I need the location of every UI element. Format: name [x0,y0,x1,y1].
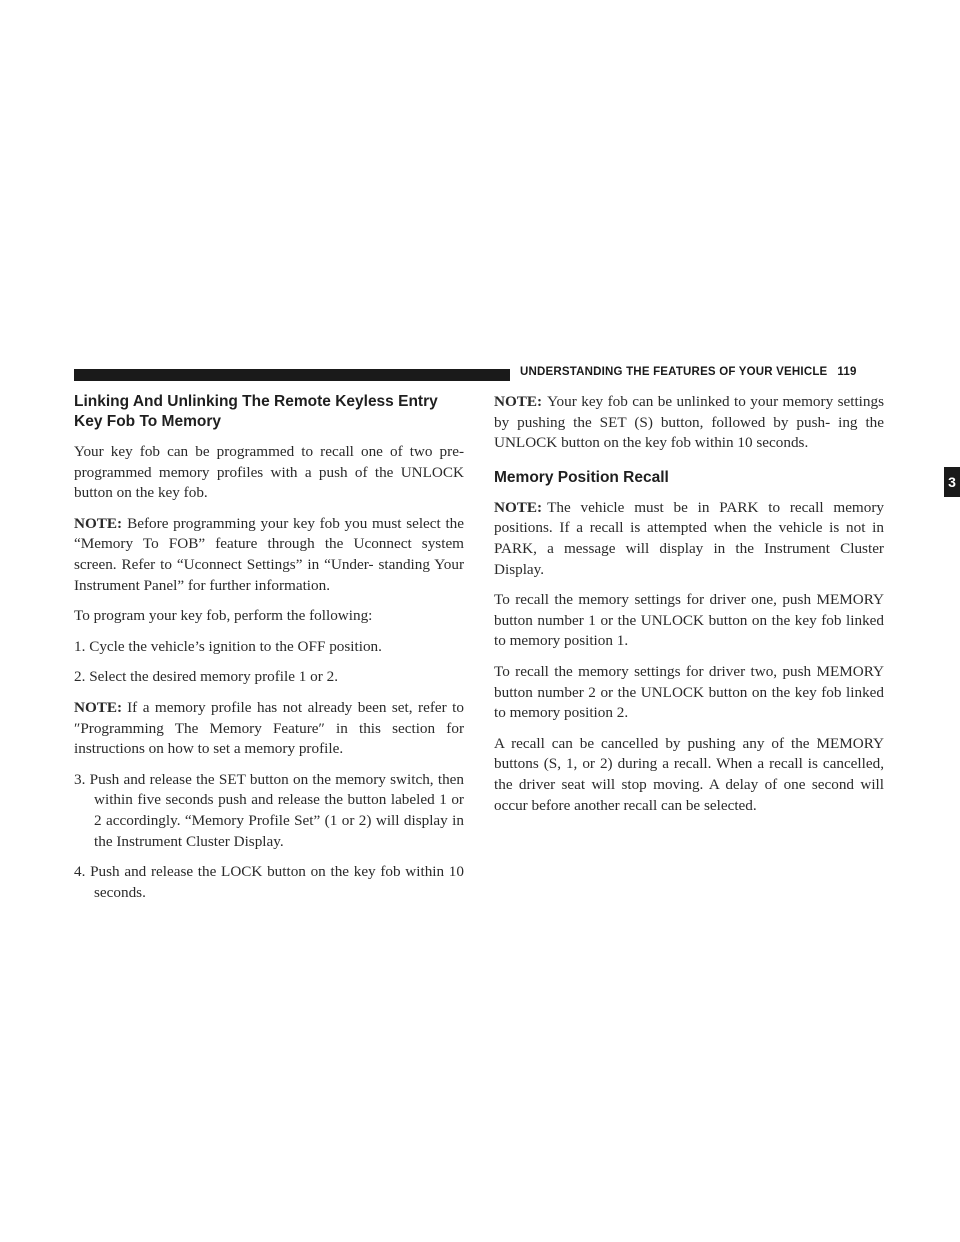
right-column [494,392,884,826]
step-4: 4. Push and release the LOCK button on the key fob within 10 seconds. [74,863,464,901]
chapter-tab: 3 [944,467,960,497]
note-label: NOTE: [74,514,123,532]
cancel-recall: A recall can be cancelled by pushing any of the MEMORY buttons (S, 1, or 2) during a recall. When a recall is cancelled, the driver seat will stop moving. A delay of one second will occur before another recall can be selected. [494,734,884,814]
page-number: 119 [837,366,857,378]
note-unlink [494,392,884,454]
recall-driver-one: To recall the memory settings for driver one, push MEMORY button number 1 or the UNLOCK button on the key fob linked to memory position 1. [494,591,884,650]
note-text: Before programming your key fob you must select the “Memory To FOB” feature through the Uconnect system screen. Refer to “Uconnect Settings” in “Under- standing Your Instrument Panel” for further information. [74,514,464,594]
note-label: NOTE: [494,498,543,516]
note-text: If a memory profile has not already been set, refer to ″Programming The Memory Feature″ in this section for instructions on how to set a memory profile. [74,698,464,758]
note-label: NOTE: [494,393,543,410]
step-3: 3. Push and release the SET button on the memory switch, then within five seconds push and release the button labeled 1 or 2 accordingly. “Memory Profile Set” (1 or 2) will display in the Instrument Cluster Display. [74,770,464,850]
running-header [520,366,892,378]
note-profile-not-set [74,698,464,760]
program-intro: To program your key fob, perform the following: [74,607,373,625]
note-text: Your key fob can be unlinked to your memory settings by pushing the SET (S) button, followed by push- ing the UNLOCK button on the key fob within 10 seconds. [494,393,884,452]
step-1: 1. Cycle the vehicle’s ignition to the OFF position. [74,637,382,655]
intro-paragraph: Your key fob can be programmed to recall one of two pre-programmed memory profiles with a push of the UNLOCK button on the key fob. [74,443,464,502]
note-label: NOTE: [74,698,123,716]
header-rule [74,369,510,381]
recall-driver-two: To recall the memory settings for driver two, push MEMORY button number 2 or the UNLOCK button on the key fob linked to memory position 2. [494,662,884,722]
section-heading-linking: Linking And Unlinking The Remote Keyless Entry Key Fob To Memory [74,393,438,430]
left-column [74,392,464,913]
note-park [494,498,884,580]
note-memory-to-fob [74,514,464,596]
step-2: 2. Select the desired memory profile 1 or 2. [74,668,339,686]
section-heading-recall: Memory Position Recall [494,468,669,486]
section-title: UNDERSTANDING THE FEATURES OF YOUR VEHICLE [520,366,828,378]
note-text: The vehicle must be in PARK to recall memory positions. If a recall is attempted when the vehicle is not in PARK, a message will display in the Instrument Cluster Display. [494,498,884,578]
